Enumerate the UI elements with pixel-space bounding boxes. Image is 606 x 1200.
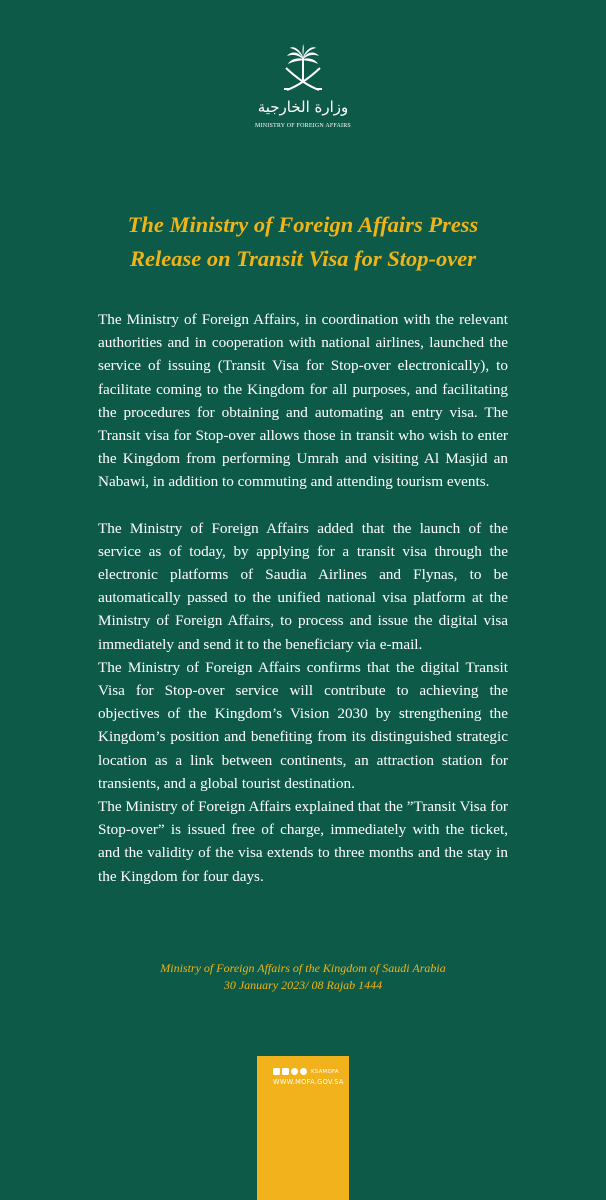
page-title — [60, 208, 546, 276]
ministry-caption: MINISTRY OF FOREIGN AFFAIRS — [255, 123, 351, 129]
social-handle: KSAMOFA — [311, 1068, 339, 1075]
signature-ministry: Ministry of Foreign Affairs of the Kingdom of Saudi Arabia — [160, 961, 446, 975]
paragraph-2: The Ministry of Foreign Affairs added that the launch of the service as of today, by applying for a transit visa through the electronic platforms of Saudia Airlines and Flynas, to be automatically passed to the unified national visa platform at the Ministry of Foreign Affairs, to process and issue the digital visa immediately and send it to the beneficiary via e-mail. — [98, 519, 508, 653]
signature-block — [100, 960, 506, 994]
social-row — [273, 1068, 339, 1075]
paragraph-4: The Ministry of Foreign Affairs explained that the ”Transit Visa for Stop-over” is issued free of charge, immediately with the ticket, and the validity of the visa extends to three months and the stay in the Kingdom for four days. — [98, 798, 508, 885]
title-line-1: The Ministry of Foreign Affairs Press — [127, 212, 479, 237]
press-release-body — [98, 308, 508, 888]
website-link[interactable]: WWW.MOFA.GOV.SA — [273, 1078, 344, 1086]
footer-card — [257, 1056, 349, 1200]
signature-date: 30 January 2023/ 08 Rajab 1444 — [223, 978, 383, 992]
saudi-emblem-palm-swords-icon — [263, 44, 343, 132]
youtube-icon[interactable] — [273, 1068, 280, 1075]
paragraph-3: The Ministry of Foreign Affairs confirms that the digital Transit Visa for Stop-over service will contribute to achieving the objectives of the Kingdom’s Vision 2030 by strengthening the Kingdom’s position and benefiting from its distinguished strategic location as a link between continents, an attraction station for transients, and a global tourist destination. — [98, 658, 508, 792]
instagram-icon[interactable] — [291, 1068, 298, 1075]
facebook-icon[interactable] — [282, 1068, 289, 1075]
ministry-arabic-name: وزارة الخارجية — [257, 98, 349, 116]
twitter-icon[interactable] — [300, 1068, 307, 1075]
title-line-2: Release on Transit Visa for Stop-over — [129, 246, 477, 271]
paragraph-1: The Ministry of Foreign Affairs, in coordination with the relevant authorities and in cooperation with national airlines, launched the service of issuing (Transit Visa for Stop-over electronically), to facilitate coming to the Kingdom for all purposes, and facilitating the procedures for obtaining and automating an entry visa. The Transit visa for Stop-over allows those in transit who wish to enter the Kingdom from performing Umrah and visiting Al Masjid an Nabawi, in addition to commuting and attending tourism events. — [98, 311, 508, 491]
